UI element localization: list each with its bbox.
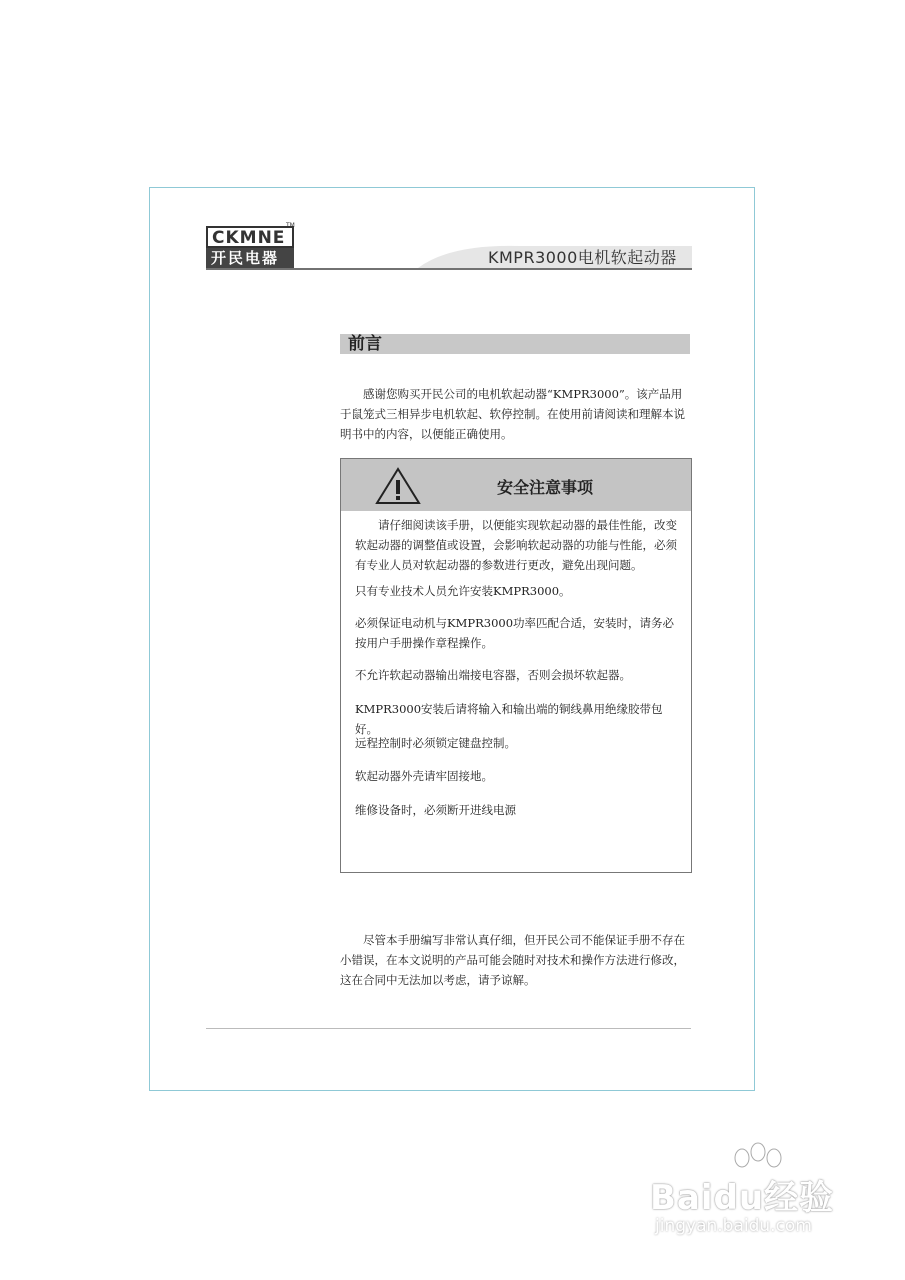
disclaimer-paragraph: 尽管本手册编写非常认真仔细，但开民公司不能保证手册不存在小错误，在本文说明的产品可能会随时对技术和操作方法进行修改，这在合同中无法加以考虑，请予谅解。 [340, 933, 685, 987]
safety-notice-header [341, 459, 691, 511]
safety-item: KMPR3000安装后请将输入和输出端的铜线鼻用绝缘胶带包好。 [355, 702, 663, 736]
warning-triangle-icon [375, 467, 421, 505]
safety-item: 请仔细阅读该手册，以便能实现软起动器的最佳性能，改变软起动器的调整值或设置，会影响软起动器的功能与性能，必须有专业人员对软起动器的参数进行更改，避免出现问题。 [355, 518, 677, 572]
safety-item: 维修设备时，必须断开进线电源 [355, 803, 516, 817]
intro-paragraph: 感谢您购买开民公司的电机软起动器“KMPR3000”。该产品用于鼠笼式三相异步电机软起、软停控制。在使用前请阅读和理解本说明书中的内容，以便能正确使用。 [340, 387, 685, 441]
footer-rule [206, 1028, 691, 1029]
safety-item: 必须保证电动机与KMPR3000功率匹配合适，安装时，请务必按用户手册操作章程操作。 [355, 616, 675, 650]
safety-notice-title: 安全注意事项 [497, 478, 594, 497]
safety-item: 不允许软起动器输出端接电容器，否则会损坏软起器。 [355, 668, 631, 682]
document-title: KMPR3000电机软起动器 [488, 248, 677, 267]
safety-item: 只有专业技术人员允许安装KMPR3000。 [355, 584, 571, 598]
watermark-brand: Baidu经验 [650, 1178, 835, 1218]
logo-trademark: TM [286, 222, 295, 229]
safety-item: 软起动器外壳请牢固接地。 [355, 769, 493, 783]
section-bar [340, 334, 690, 354]
safety-notice-box [340, 458, 692, 873]
watermark-url: jingyan.baidu.com [655, 1216, 812, 1236]
logo-english-text: CKMNE [212, 228, 286, 248]
safety-item: 远程控制时必须锁定键盘控制。 [355, 736, 516, 750]
section-title: 前言 [348, 334, 382, 354]
logo-chinese-text: 开民电器 [211, 249, 280, 267]
